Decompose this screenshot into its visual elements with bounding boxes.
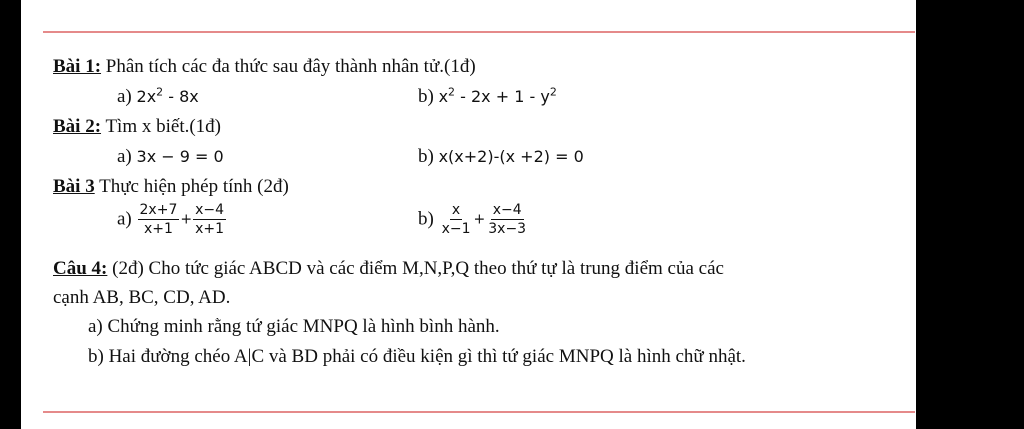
bai2-heading: Bài 2: xyxy=(53,116,102,137)
bai1-b xyxy=(418,86,557,108)
bai3-a-fraction-1: $\frac{2x+7}{x+1}$ xyxy=(139,202,178,237)
cau4-text-1: (2đ) Cho tức giác ABCD và các điểm M,N,P,Q theo thứ tự là trung điểm của các xyxy=(107,258,724,279)
bai3-text: Thực hiện phép tính (2đ) xyxy=(94,176,289,197)
bai2-b xyxy=(418,146,584,168)
bai3-a xyxy=(117,201,227,238)
bai1-heading: Bài 1: xyxy=(53,56,102,77)
bai3-a-label: a) xyxy=(117,208,132,230)
bai1-a xyxy=(117,86,199,108)
bai1-a-expr: $2x^2 - 8x$ xyxy=(136,85,199,106)
bai1-text: Phân tích các đa thức sau đây thành nhân tử.(1đ) xyxy=(101,56,476,77)
bai2-text: Tìm x biết.(1đ) xyxy=(101,116,221,137)
bottom-divider xyxy=(43,411,915,413)
bai3-b-plus: + xyxy=(473,211,486,228)
bai2-a-expr: 3x − 9 = 0 xyxy=(136,147,224,166)
bai3-a-fraction-2: $\frac{x-4}{x+1}$ xyxy=(195,202,225,237)
cau4-item-a: a) Chứng minh rằng tứ giác MNPQ là hình bình hành. xyxy=(88,316,500,337)
cau4-line-1 xyxy=(53,258,724,280)
bai1-line xyxy=(53,56,476,78)
bai3-b-fraction-2: $\frac{x-4}{3x-3}$ xyxy=(488,202,527,237)
document-page xyxy=(21,0,916,429)
bai3-line xyxy=(53,176,289,198)
cau4-line-2: cạnh AB, BC, CD, AD. xyxy=(53,287,231,308)
bai1-a-label: a) xyxy=(117,86,132,107)
bai2-a xyxy=(117,146,224,168)
bai2-line xyxy=(53,116,221,138)
bai2-b-label: b) xyxy=(418,146,434,167)
bai3-b-label: b) xyxy=(418,208,434,230)
cau4-heading: Câu 4: xyxy=(53,258,108,279)
bai3-heading: Bài 3 xyxy=(53,176,95,197)
bai3-b xyxy=(418,201,529,238)
bai1-b-label: b) xyxy=(418,86,434,107)
bai1-b-expr: $x^2 - 2x + 1 - y^2$ xyxy=(438,85,557,106)
bai3-b-fraction-1: $\frac{x}{x-1}$ xyxy=(441,202,471,237)
bai2-a-label: a) xyxy=(117,146,132,167)
bai3-a-plus: + xyxy=(180,211,193,228)
top-divider xyxy=(43,31,915,33)
bai2-b-expr: x(x+2)-(x +2) = 0 xyxy=(438,147,584,166)
cau4-item-b: b) Hai đường chéo A|C và BD phải có điều kiện gì thì tứ giác MNPQ là hình chữ nhật. xyxy=(88,346,746,367)
